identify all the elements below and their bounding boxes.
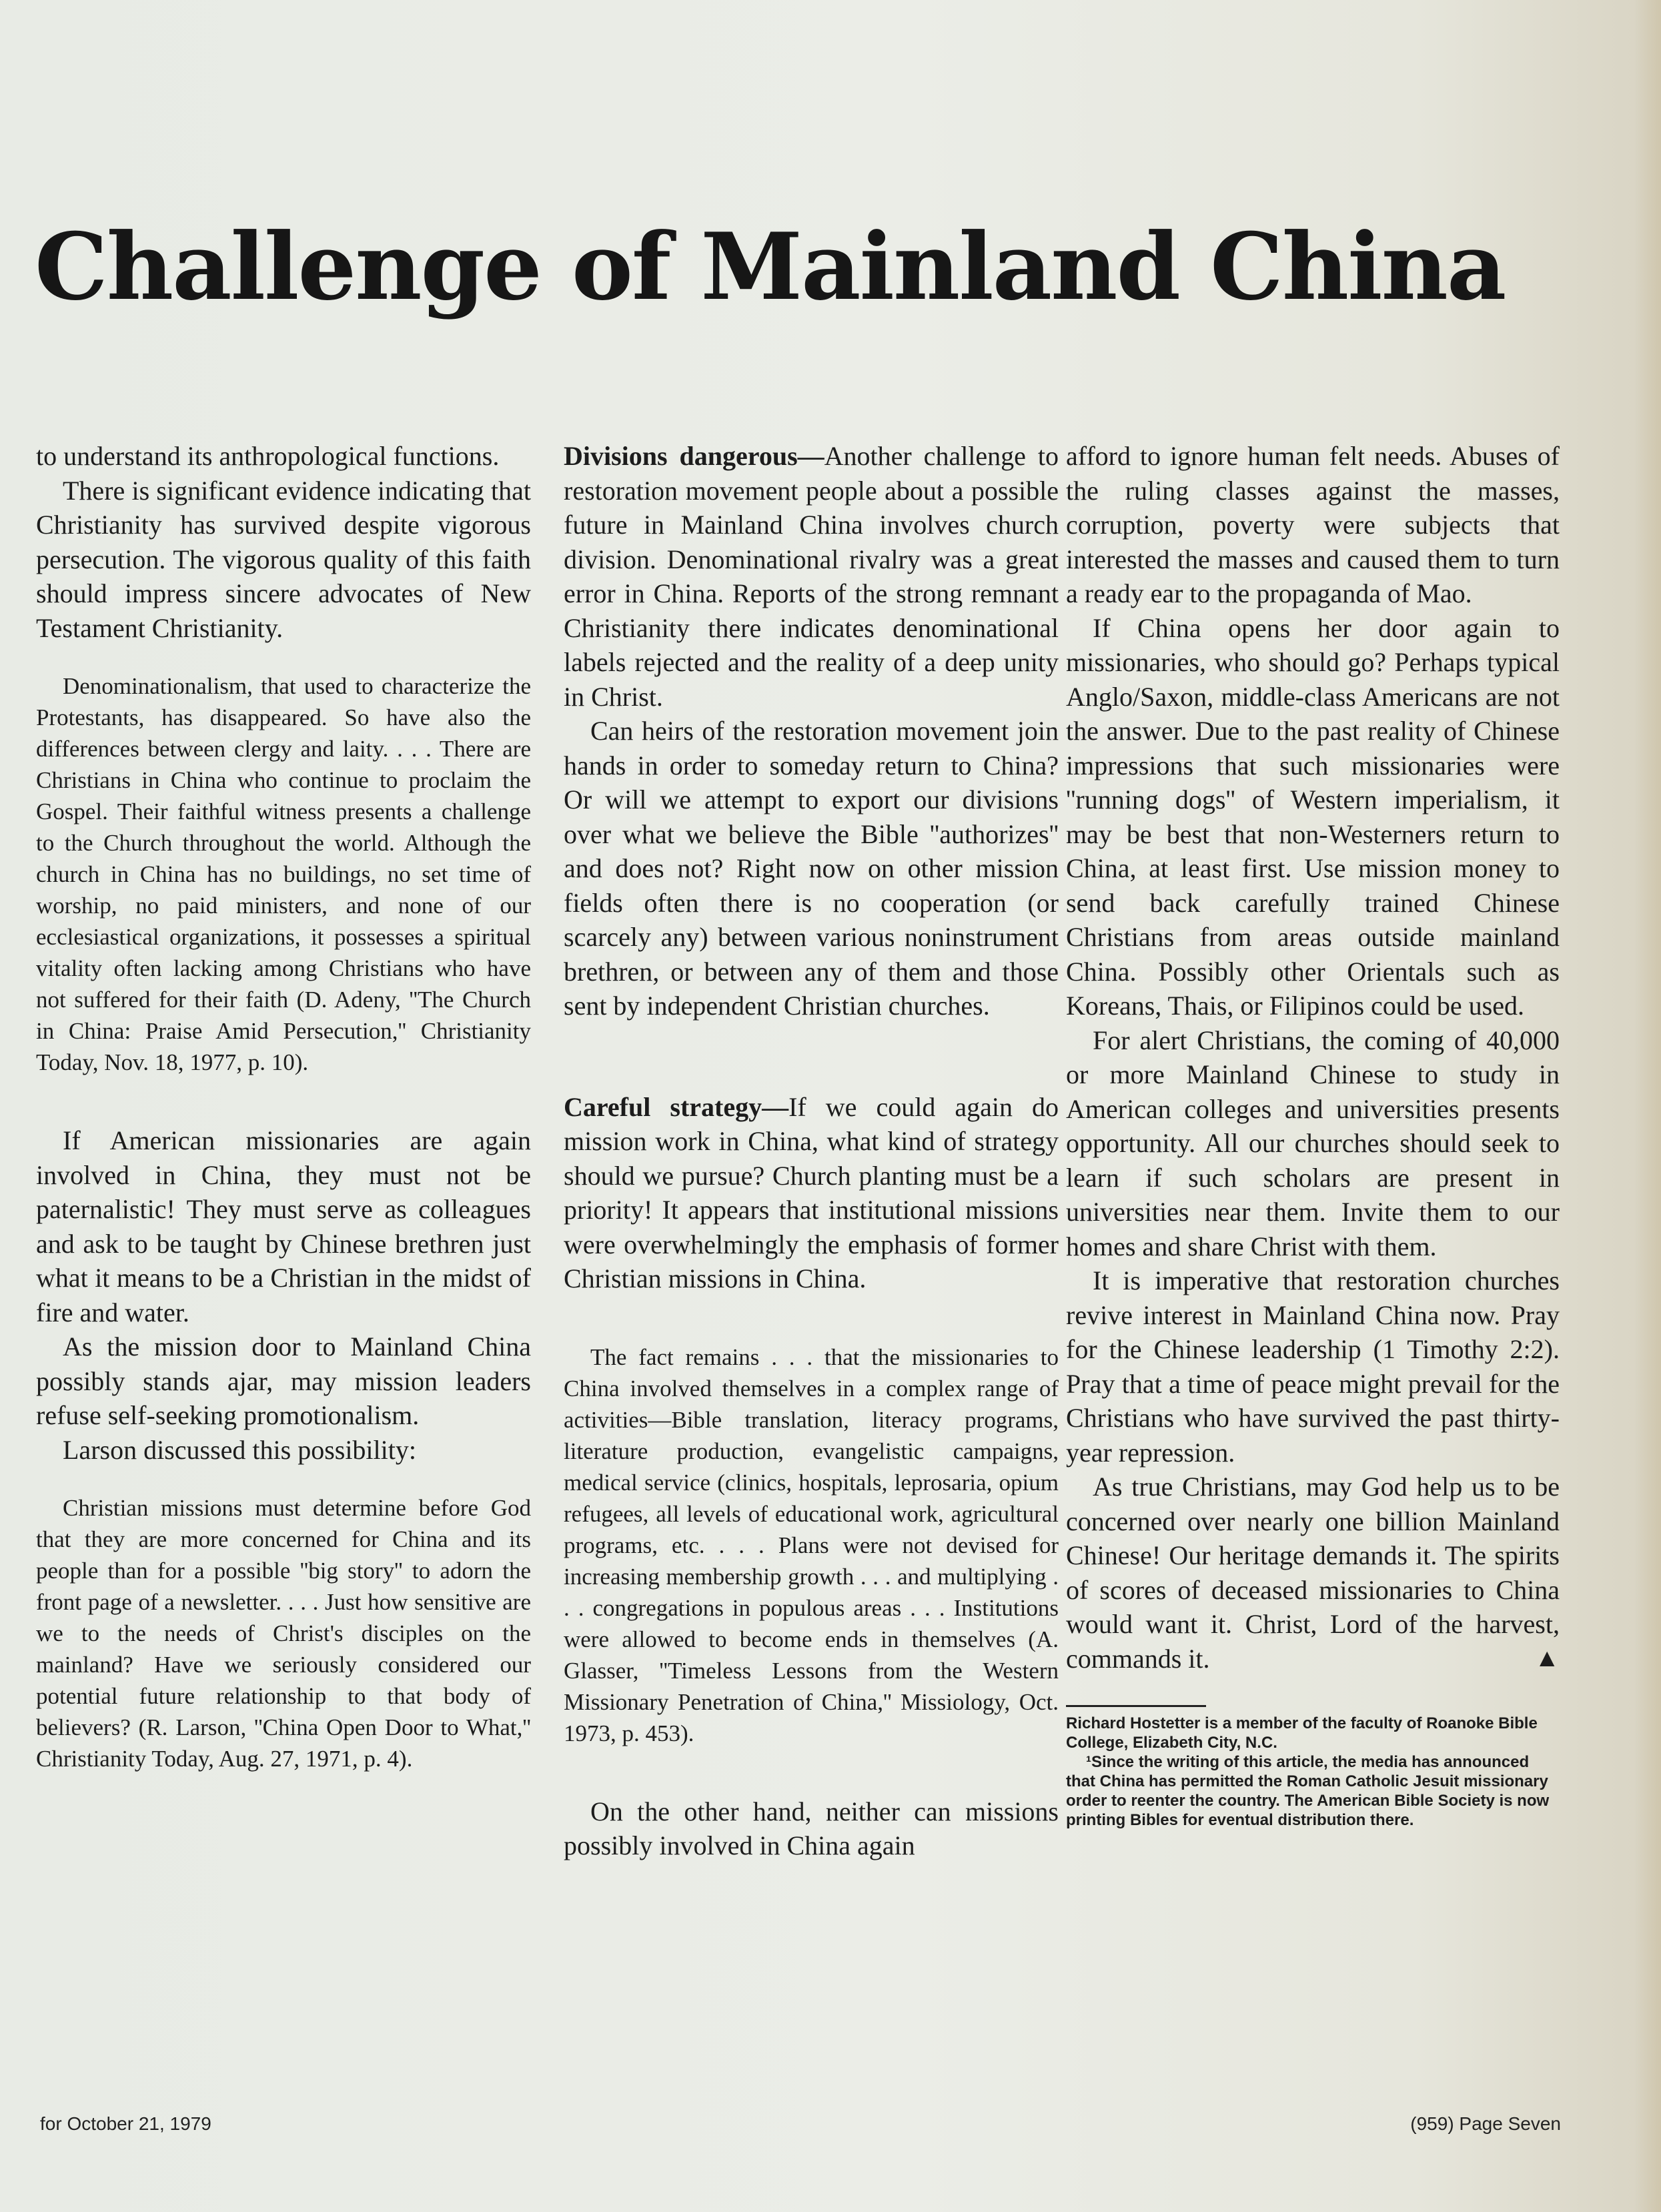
footnote-rule [1066,1705,1206,1707]
block-quote: The fact remains . . . that the missionaries to China involved themselves in a complex range of activities—Bible translation, literacy programs, literature production, evangelistic campaigns, medical service (clinics, hospitals, leprosaria, opium refugees, all levels of educational work, agricultural programs, etc. . . . Plans were not devised for increasing membership growth . . . and multiplying . . . congregations in populous areas . . . Institutions were allowed to become ends in themselves (A. Glasser, ''Timeless Lessons from the Western Missionary Penetration of China,'' Missiology, Oct. 1973, p. 453). [564,1343,1059,1746]
paragraph: As the mission door to Mainland China possibly stands ajar, may mission leaders refuse self-seeking promotionalism. [36,1331,531,1430]
subhead-divisions: Divisions dangerous— [564,441,824,471]
paragraph: On the other hand, neither can missions possibly involved in China again [564,1796,1059,1860]
paragraph: If China opens her door again to missionaries, who should go? Perhaps typical Anglo/Saxon, middle-class Americans are not the answer. Due to the past reality of Chinese impressions that such missionaries were ''running dogs'' of Western imperialism, it may be best that non-Westerners return to China, at least first. Use mission money to send back carefully trained Chinese Christians from areas outside mainland China. Possibly other Orientals such as Koreans, Thais, or Filipinos could be used. [1066,612,1560,1021]
paragraph: Another challenge to restoration movement people about a possible future in Mainland China involves church division. Denominational rivalry was a great error in China. Reports of the strong remnant Christianity there indicates denominational labels rejected and the reality of a deep unity in Christ. [564,441,1059,712]
paragraph: There is significant evidence indicating that Christianity has survived despite vigorous persecution. The vigorous quality of this faith should impress sincere advocates of New Testament Christianity. [36,475,531,643]
paragraph: It is imperative that restoration churches revive interest in Mainland China now. Pray for the Chinese leadership (1 Timothy 2:2). Pray that a time of peace might prevail for the Christians who have survived the past thirty-year repression. [1066,1265,1560,1468]
column-1 [36,439,531,1774]
paragraph: Larson discussed this possibility: [63,1434,416,1465]
paragraph: to understand its anthropological functions. [36,441,500,471]
paragraph: Can heirs of the restoration movement join hands in order to someday return to China? Or will we attempt to export our divisions over what we believe the Bible ''authorizes'' and does not? Right now on other mission fields often there is no cooperation (or scarcely any) between various noninstrument brethren, or between any of them and those sent by independent Christian churches. [564,716,1059,1021]
paragraph: As true Christians, may God help us to be concerned over nearly one billion Mainland Chinese! Our heritage demands it. The spirits of scores of deceased missionaries to China would want it. Christ, Lord of the harvest, commands it. [1066,1472,1560,1674]
paragraph: afford to ignore human felt needs. Abuses of the ruling classes against the masses, corruption, poverty were subjects that interested the masses and caused them to turn a ready ear to the propaganda of Mao. [1066,441,1560,608]
column-2 [564,439,1059,1863]
footer-page-number: (959) Page Seven [1410,2113,1561,2134]
block-quote: Denominationalism, that used to characterize the Protestants, has disappeared. So have also the differences between clergy and laity. . . . There are Christians in China who continue to proclaim the Gospel. Their faithful witness presents a challenge to the Church throughout the world. Although the church in China has no buildings, no set time of worship, no paid ministers, and none of our ecclesiastical organizations, it possesses a spiritual vitality often lacking among Christians who have not suffered for their faith (D. Adeny, ''The Church in China: Praise Amid Persecution,'' Christianity Today, Nov. 18, 1977, p. 10). [36,673,531,1075]
subhead-strategy: Careful strategy— [564,1091,789,1122]
article-title: Challenge of Mainland China [35,212,1506,321]
paragraph: If we could again do mission work in China, what kind of strategy should we pursue? Church planting must be a priority! It appears that institutional missions were overwhelmingly the emphasis of former Christian missions in China. [564,1091,1059,1293]
footnote: ¹Since the writing of this article, the media has announced that China has permitted the Roman Catholic Jesuit missionary order to reenter the country. The American Bible Society is now printing Bibles for eventual distribution there. [1066,1753,1550,1829]
paragraph: For alert Christians, the coming of 40,000 or more Mainland Chinese to study in American colleges and universities presents opportunity. All our churches should seek to learn if such scholars are present in universities near them. Invite them to our homes and share Christ with them. [1066,1025,1560,1261]
end-mark-icon: ▲ [1534,1644,1560,1672]
footer-date: for October 21, 1979 [40,2113,211,2134]
paragraph: If American missionaries are again involved in China, they must not be paternalistic! They must serve as colleagues and ask to be taught by Chinese brethren just what it means to be a Christian in the midst of fire and water. [36,1125,531,1327]
page-edge-shadow [1634,0,1661,2212]
block-quote: Christian missions must determine before God that they are more concerned for China and its people than for a possible ''big story'' to adorn the front page of a newsletter. . . . Just how sensitive are we to the needs of Christ's disciples on the mainland? Have we seriously considered our potential future relationship to that body of believers? (R. Larson, ''China Open Door to What,'' Christianity Today, Aug. 27, 1971, p. 4). [36,1495,531,1772]
author-note: Richard Hostetter is a member of the faculty of Roanoke Bible College, Elizabeth City, N.C. [1066,1714,1538,1752]
column-3 [1066,439,1560,1830]
